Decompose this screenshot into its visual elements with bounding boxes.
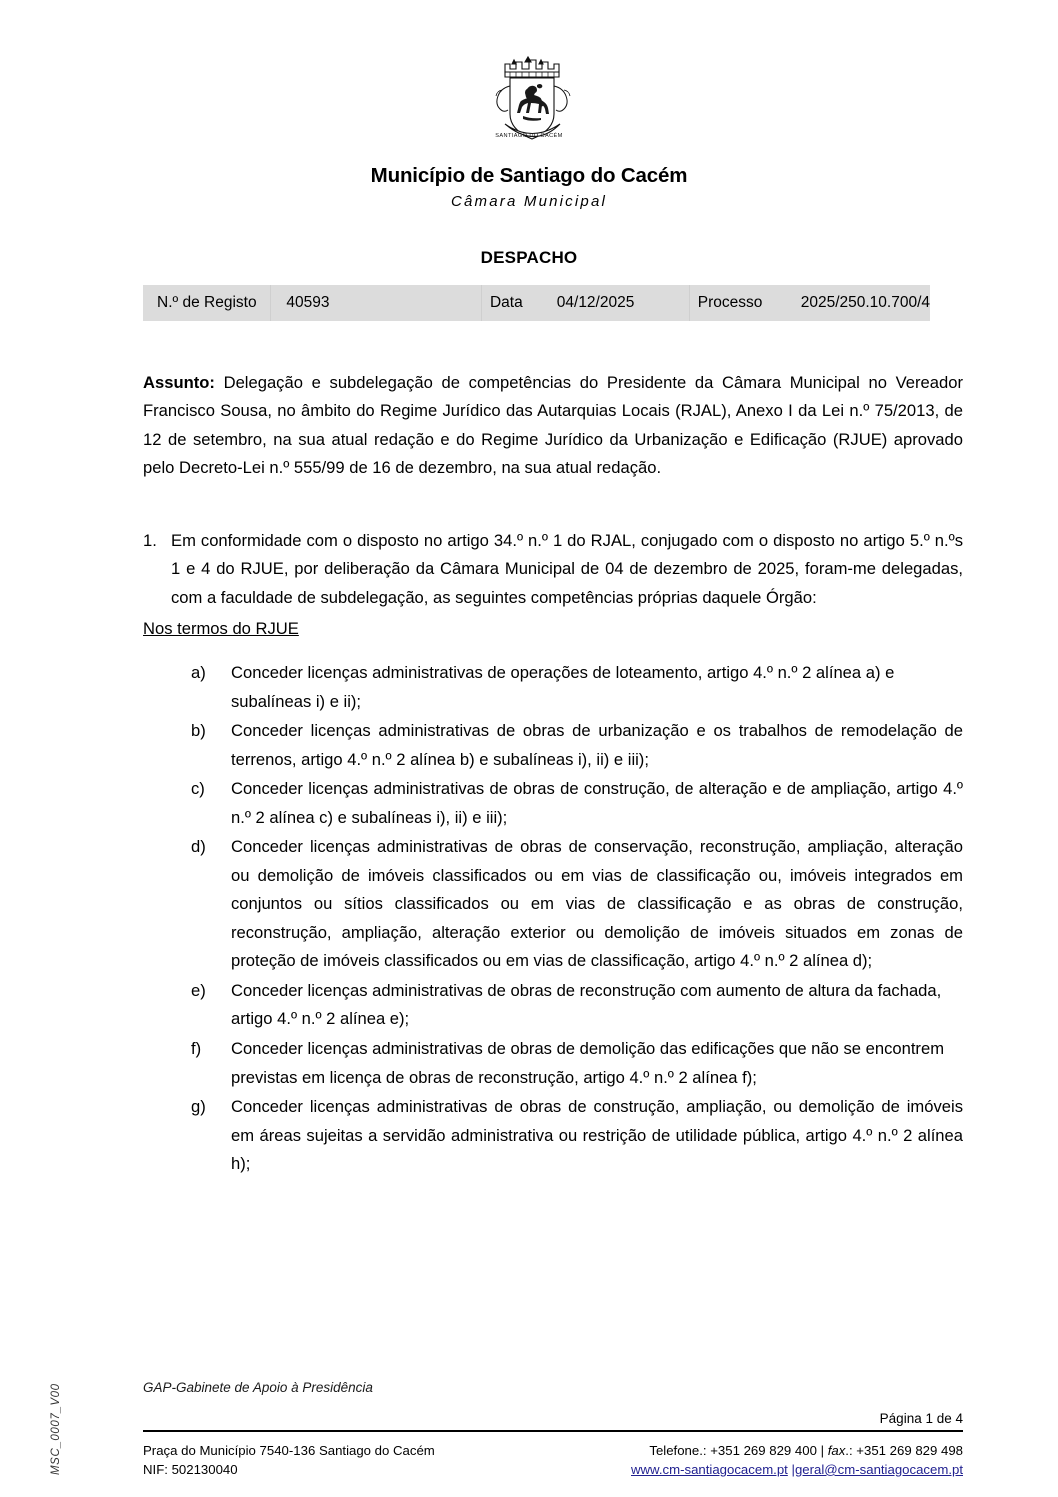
alpha-item-text: Conceder licenças administrativas de obras de construção, de alteração e de ampliação, artigo 4.º n.º 2 alínea c) e subalíneas i), ii) e iii); [231,779,963,827]
list-item [191,775,963,832]
coat-of-arms-icon [483,42,575,150]
registry-date-cell [481,285,542,321]
registry-date-value: 04/12/2025 [556,293,635,311]
department-label: GAP-Gabinete de Apoio à Presidência [143,1379,373,1395]
numbered-list [143,527,963,643]
phone-label: Telefone.: +351 269 829 400 [649,1442,817,1458]
alpha-item-text: Conceder licenças administrativas de operações de loteamento, artigo 4.º n.º 2 alínea a) e subalíneas i) e ii); [231,663,895,711]
registry-process-label: Processo [697,293,763,311]
contact-line-web [631,1460,963,1479]
registry-process-value-cell [787,285,930,321]
numbered-item-text: Em conformidade com o disposto no artigo 34.º n.º 1 do RJAL, conjugado com o disposto no artigo 5.º n.ºs 1 e 4 do RJUE, por deliberação da Câmara Municipal de 04 de dezembro de 2025, foram-me delegadas, com a faculdade de subdelegação, as seguintes competências próprias daquele Órgão: [171,530,963,607]
alpha-item-marker: f) [191,1038,202,1058]
registry-process-value: 2025/250.10.700/4 [800,293,931,311]
registry-number-value-cell [270,285,481,321]
fax-value: .: +351 269 829 498 [845,1442,963,1458]
list-item [191,977,963,1034]
alpha-item-marker: b) [191,721,206,741]
list-item [191,1035,963,1092]
section-subheading: Nos termos do RJUE [143,618,299,638]
svg-text:SANTIAGO DO CACÉM: SANTIAGO DO CACÉM [495,133,563,139]
alpha-item-text: Conceder licenças administrativas de obras de construção, ampliação, ou demolição de imóveis em áreas sujeitas a servidão administrativa ou restrição de utilidade pública, artigo 4.º n.º 2 alínea h); [231,1097,963,1174]
list-item [191,833,963,976]
footer-address [143,1441,435,1479]
alpha-item-marker: e) [191,980,206,1000]
numbered-item-marker: 1. [143,530,157,550]
subject-label: Assunto: [143,372,215,392]
list-item [191,1093,963,1179]
organization-name: Município de Santiago do Cacém [370,164,688,187]
alpha-item-marker: d) [191,837,206,857]
alpha-item-text: Conceder licenças administrativas de obras de conservação, reconstrução, ampliação, alteração ou demolição de imóveis classificados ou em vias de classificação ou, imóveis integrados em conjuntos ou sítios classificados ou em vias de classificação e as obras de construção, reconstrução, ampliação, alteração exterior ou demolição de imóveis situados em zonas de proteção de imóveis classificados ou em vias de classificação, artigo 4.º n.º 2 alínea d); [231,837,963,971]
document-reference-code: MSC_0007_V00 [50,1383,62,1475]
organization-subtitle: Câmara Municipal [450,192,608,210]
alpha-item-text: Conceder licenças administrativas de obras de reconstrução com aumento de altura da fachada, artigo 4.º n.º 2 alínea e); [231,980,942,1029]
alpha-item-marker: a) [191,663,206,683]
address-line-2: NIF: 502130040 [143,1461,238,1477]
registry-number-cell [143,285,270,321]
numbered-list-item [143,527,963,613]
alpha-item-marker: g) [191,1097,206,1117]
registry-date-value-cell [542,285,689,321]
registry-number-value: 40593 [286,293,330,311]
contact-separator: | [791,1461,795,1477]
alpha-list [191,659,963,1179]
address-line-1: Praça do Município 7540-136 Santiago do Cacém [143,1442,435,1458]
list-item [191,659,963,716]
list-item [191,717,963,774]
registry-bar [143,285,930,321]
page-number: Página 1 de 4 [879,1410,963,1426]
contact-separator: | [820,1442,825,1458]
alpha-item-text: Conceder licenças administrativas de obras de demolição das edificações que não se encontrem previstas em licença de obras de reconstrução, artigo 4.º n.º 2 alínea f); [231,1038,945,1087]
document-title: DESPACHO [480,247,578,267]
alpha-item-text: Conceder licenças administrativas de obras de urbanização e os trabalhos de remodelação de terrenos, artigo 4.º n.º 2 alínea b) e subalíneas i), ii) e iii); [231,721,963,769]
fax-label: fax [827,1442,846,1458]
email-link[interactable]: geral@cm-santiagocacem.pt [794,1461,963,1477]
subject-paragraph [143,369,963,483]
document-footer [0,1380,1058,1479]
alpha-item-marker: c) [191,779,205,799]
registry-number-label: N.º de Registo [157,293,257,311]
registry-date-label: Data [489,293,523,311]
footer-contacts [631,1441,963,1479]
subject-text: Delegação e subdelegação de competências do Presidente da Câmara Municipal no Vereador Francisco Sousa, no âmbito do Regime Jurídico das Autarquias Locais (RJAL), Anexo I da Lei n.º 75/2013, de 12 de setembro, na sua atual redação e do Regime Jurídico da Urbanização e Edificação (RJUE) aprovado pelo Decreto-Lei n.º 555/99 de 16 de dezembro, na sua atual redação. [143,372,963,478]
document-header [0,0,1058,210]
footer-divider [143,1430,963,1432]
document-body [143,369,963,1179]
registry-process-cell [689,285,787,321]
website-link[interactable]: www.cm-santiagocacem.pt [631,1461,788,1477]
contact-line-phone [631,1441,963,1460]
